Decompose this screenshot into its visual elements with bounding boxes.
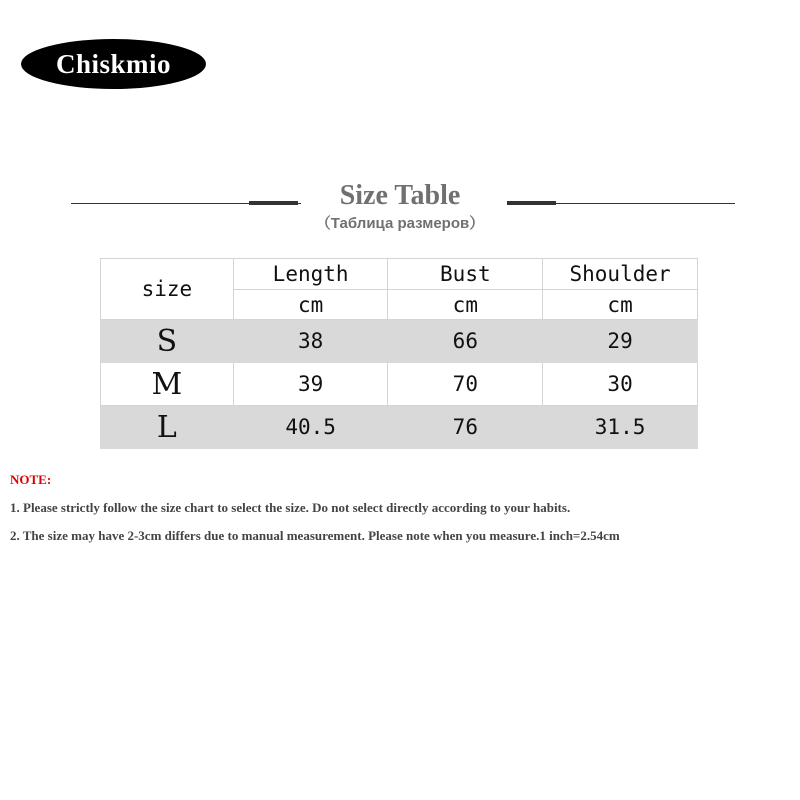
table-row — [101, 320, 698, 363]
note-item: 2. The size may have 2-3cm differs due to manual measurement. Please note when you measure.1 inch=2.54cm — [10, 528, 620, 543]
table-cell: 38 — [233, 320, 388, 363]
table-cell: 70 — [388, 363, 543, 406]
brand-logo — [21, 35, 222, 89]
brand-name: Chiskmio — [55, 48, 172, 79]
table-row — [101, 406, 698, 449]
title-accent-right — [507, 201, 556, 205]
table-header-row — [101, 259, 698, 290]
table-cell: 66 — [388, 320, 543, 363]
table-cell: 31.5 — [543, 406, 698, 449]
size-table — [100, 258, 698, 449]
table-cell: 30 — [543, 363, 698, 406]
unit-bust: cm — [388, 290, 543, 320]
size-column-header: size — [101, 259, 234, 320]
page-title: Size Table — [339, 180, 461, 211]
unit-shoulder: cm — [543, 290, 698, 320]
size-label: M — [101, 363, 234, 406]
unit-length: cm — [233, 290, 388, 320]
column-header-bust: Bust — [388, 259, 543, 290]
table-cell: 39 — [233, 363, 388, 406]
table-cell: 76 — [388, 406, 543, 449]
note-item: 1. Please strictly follow the size chart to select the size. Do not select directly according to your habits. — [10, 500, 571, 515]
size-label: L — [101, 406, 234, 449]
page-subtitle: （Таблица размеров） — [315, 215, 485, 232]
note-title: NOTE: — [10, 472, 52, 487]
trademark-mark: TM — [209, 35, 222, 45]
table-cell: 40.5 — [233, 406, 388, 449]
title-accent-left — [249, 201, 298, 205]
column-header-shoulder: Shoulder — [543, 259, 698, 290]
size-label: S — [101, 320, 234, 363]
table-row — [101, 363, 698, 406]
table-cell: 29 — [543, 320, 698, 363]
column-header-length: Length — [233, 259, 388, 290]
